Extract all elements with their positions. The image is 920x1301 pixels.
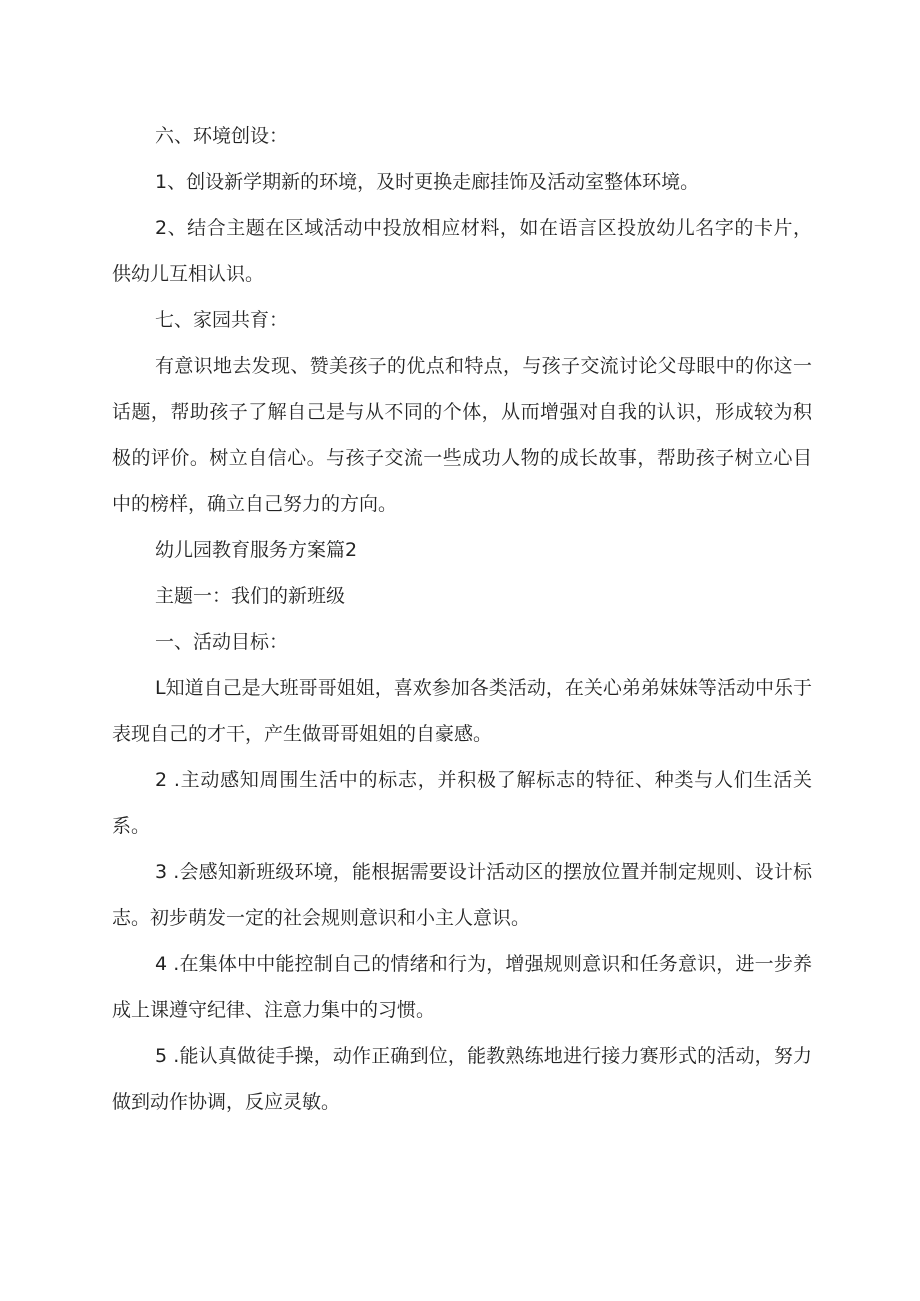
goal-item-4: 4 .在集体中中能控制自己的情绪和行为，增强规则意识和任务意识，进一步养成上课遵守纪律、注意力集中的习惯。	[112, 953, 812, 1021]
section-title-plan-2: 幼儿园教育服务方案篇2	[155, 539, 358, 561]
heading-activity-goals: 一、活动目标：	[155, 631, 289, 653]
theme-title: 主题一：我们的新班级	[155, 585, 346, 607]
heading-home-school: 七、家园共育：	[155, 309, 289, 331]
heading-environment: 六、环境创设：	[155, 125, 289, 147]
goal-item-5: 5 .能认真做徒手操，动作正确到位，能教熟练地进行接力赛形式的活动，努力做到动作协调，反应灵敏。	[112, 1045, 812, 1113]
paragraph-home-school: 有意识地去发现、赞美孩子的优点和特点，与孩子交流讨论父母眼中的你这一话题，帮助孩子了解自己是与从不同的个体，从而增强对自我的认识，形成较为积极的评价。树立自信心。与孩子交流一些成功人物的成长故事，帮助孩子树立心目中的榜样，确立自己努力的方向。	[112, 355, 812, 515]
goal-item-3: 3 .会感知新班级环境，能根据需要设计活动区的摆放位置并制定规则、设计标志。初步萌发一定的社会规则意识和小主人意识。	[112, 861, 812, 929]
paragraph-item-2: 2、结合主题在区域活动中投放相应材料，如在语言区投放幼儿名字的卡片，供幼儿互相认识。	[112, 217, 812, 285]
goal-item-1: L知道自己是大班哥哥姐姐，喜欢参加各类活动，在关心弟弟妹妹等活动中乐于表现自己的才干，产生做哥哥姐姐的自豪感。	[112, 677, 812, 745]
paragraph-item-1: 1、创设新学期新的环境，及时更换走廊挂饰及活动室整体环境。	[155, 171, 700, 193]
document-body	[112, 113, 812, 1125]
goal-item-2: 2 .主动感知周围生活中的标志，并积极了解标志的特征、种类与人们生活关系。	[112, 769, 812, 837]
